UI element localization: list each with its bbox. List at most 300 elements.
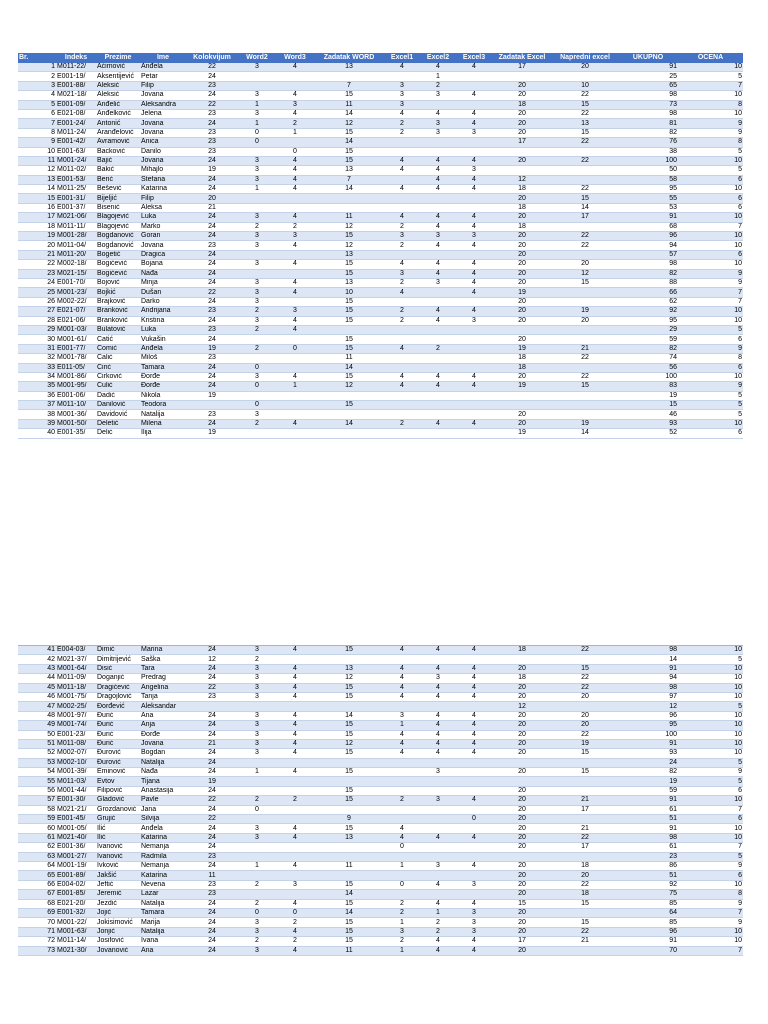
- row-number-cell: 29: [18, 325, 56, 334]
- kolokvijum-cell: 19: [186, 777, 238, 786]
- ukupno-cell: 23: [618, 852, 678, 861]
- row-number-cell: 39: [18, 419, 56, 428]
- excel2-cell: 4: [420, 880, 456, 889]
- index-cell: M011-02/: [56, 166, 96, 175]
- table-row: [18, 241, 743, 250]
- napredni-excel-cell: 20: [552, 721, 618, 730]
- index-cell: M021-40/: [56, 833, 96, 842]
- excel2-cell: [420, 203, 456, 212]
- kolokvijum-cell: 21: [186, 739, 238, 748]
- excel1-cell: [384, 147, 420, 156]
- ukupno-cell: 59: [618, 335, 678, 344]
- zadatak-word-cell: 15: [314, 401, 384, 410]
- name-cell: Minja: [140, 278, 186, 287]
- napredni-excel-cell: 20: [552, 711, 618, 720]
- kolokvijum-cell: 24: [186, 250, 238, 259]
- index-cell: E001-70/: [56, 278, 96, 287]
- zadatak-excel-cell: 17: [492, 138, 552, 147]
- surname-cell: Doganjić: [96, 674, 140, 683]
- ukupno-cell: 96: [618, 232, 678, 241]
- ukupno-cell: 91: [618, 824, 678, 833]
- table-row: [18, 768, 743, 777]
- surname-cell: Dadić: [96, 391, 140, 400]
- excel2-cell: 2: [420, 344, 456, 353]
- zadatak-word-cell: 9: [314, 815, 384, 824]
- row-number-cell: 19: [18, 232, 56, 241]
- surname-cell: Aksentijević: [96, 72, 140, 81]
- ocena-cell: 10: [678, 674, 743, 683]
- row-number-cell: 30: [18, 335, 56, 344]
- index-cell: E001-09/: [56, 100, 96, 109]
- word3-cell: [276, 194, 314, 203]
- surname-cell: Bogdanović: [96, 232, 140, 241]
- surname-cell: Berić: [96, 175, 140, 184]
- index-cell: M011-11/: [56, 222, 96, 231]
- word3-cell: 4: [276, 721, 314, 730]
- excel1-cell: 4: [384, 692, 420, 701]
- word3-cell: [276, 297, 314, 306]
- ocena-cell: 10: [678, 241, 743, 250]
- row-number-cell: 54: [18, 768, 56, 777]
- index-cell: M002-25/: [56, 702, 96, 711]
- surname-cell: Bešević: [96, 185, 140, 194]
- table-row: [18, 899, 743, 908]
- word2-cell: [238, 81, 276, 90]
- napredni-excel-cell: 21: [552, 796, 618, 805]
- ukupno-cell: 91: [618, 63, 678, 72]
- zadatak-word-cell: [314, 777, 384, 786]
- zadatak-excel-cell: 20: [492, 721, 552, 730]
- word3-cell: [276, 871, 314, 880]
- zadatak-excel-cell: [492, 72, 552, 81]
- word3-cell: [276, 363, 314, 372]
- surname-cell: Grozdanović: [96, 805, 140, 814]
- surname-cell: Đurić: [96, 711, 140, 720]
- excel3-cell: 4: [456, 372, 492, 381]
- ukupno-cell: 51: [618, 871, 678, 880]
- row-number-cell: 26: [18, 297, 56, 306]
- ocena-cell: 9: [678, 899, 743, 908]
- surname-cell: Aćimović: [96, 63, 140, 72]
- zadatak-excel-cell: 18: [492, 203, 552, 212]
- kolokvijum-cell: 23: [186, 692, 238, 701]
- excel1-cell: [384, 786, 420, 795]
- table-row: [18, 730, 743, 739]
- name-cell: Aleksandra: [140, 100, 186, 109]
- row-number-cell: 66: [18, 880, 56, 889]
- row-number-cell: 17: [18, 213, 56, 222]
- ocena-cell: 10: [678, 880, 743, 889]
- name-cell: Predrag: [140, 674, 186, 683]
- zadatak-word-cell: [314, 758, 384, 767]
- row-number-cell: 12: [18, 166, 56, 175]
- row-number-cell: 5: [18, 100, 56, 109]
- word3-cell: 4: [276, 861, 314, 870]
- name-cell: Andrijana: [140, 307, 186, 316]
- surname-cell: Danilović: [96, 401, 140, 410]
- zadatak-excel-cell: 20: [492, 260, 552, 269]
- index-cell: M001-03/: [56, 325, 96, 334]
- name-cell: Anastasija: [140, 786, 186, 795]
- ocena-cell: 9: [678, 861, 743, 870]
- kolokvijum-cell: 24: [186, 833, 238, 842]
- napredni-excel-cell: 22: [552, 109, 618, 118]
- ocena-cell: 9: [678, 278, 743, 287]
- word2-cell: [238, 203, 276, 212]
- napredni-excel-cell: [552, 946, 618, 955]
- zadatak-word-cell: [314, 702, 384, 711]
- index-cell: M021-21/: [56, 805, 96, 814]
- excel2-cell: 4: [420, 721, 456, 730]
- surname-cell: Jeftić: [96, 880, 140, 889]
- excel1-cell: 4: [384, 63, 420, 72]
- ukupno-cell: 73: [618, 100, 678, 109]
- name-cell: Jovana: [140, 91, 186, 100]
- row-number-cell: 48: [18, 711, 56, 720]
- ocena-cell: 5: [678, 147, 743, 156]
- napredni-excel-cell: 18: [552, 861, 618, 870]
- kolokvijum-cell: 24: [186, 419, 238, 428]
- name-cell: Goran: [140, 232, 186, 241]
- table-row: [18, 213, 743, 222]
- word2-cell: 2: [238, 880, 276, 889]
- excel1-cell: 4: [384, 730, 420, 739]
- word2-cell: 3: [238, 260, 276, 269]
- napredni-excel-cell: 14: [552, 429, 618, 438]
- kolokvijum-cell: 19: [186, 391, 238, 400]
- surname-cell: Evtov: [96, 777, 140, 786]
- ukupno-cell: 100: [618, 156, 678, 165]
- kolokvijum-cell: [186, 401, 238, 410]
- ukupno-cell: 75: [618, 890, 678, 899]
- table-row: [18, 721, 743, 730]
- ocena-cell: 10: [678, 730, 743, 739]
- word3-cell: 4: [276, 646, 314, 655]
- excel3-cell: [456, 890, 492, 899]
- excel1-cell: 4: [384, 213, 420, 222]
- surname-cell: Ivanović: [96, 852, 140, 861]
- table-row: [18, 81, 743, 90]
- row-number-cell: 42: [18, 655, 56, 664]
- row-number-cell: 4: [18, 91, 56, 100]
- excel1-cell: [384, 401, 420, 410]
- zadatak-excel-cell: 20: [492, 109, 552, 118]
- index-cell: M011-09/: [56, 674, 96, 683]
- excel1-cell: [384, 768, 420, 777]
- zadatak-word-cell: 14: [314, 138, 384, 147]
- word3-cell: [276, 391, 314, 400]
- ocena-cell: 10: [678, 109, 743, 118]
- table-row: [18, 109, 743, 118]
- row-number-cell: 69: [18, 908, 56, 917]
- napredni-excel-cell: 15: [552, 918, 618, 927]
- napredni-excel-cell: 22: [552, 730, 618, 739]
- ukupno-cell: 14: [618, 655, 678, 664]
- napredni-excel-cell: 21: [552, 824, 618, 833]
- row-number-cell: 49: [18, 721, 56, 730]
- zadatak-excel-cell: 17: [492, 63, 552, 72]
- zadatak-word-cell: 15: [314, 768, 384, 777]
- excel1-cell: 3: [384, 100, 420, 109]
- zadatak-word-cell: 11: [314, 354, 384, 363]
- index-cell: M011-10/: [56, 401, 96, 410]
- table-row: [18, 288, 743, 297]
- name-cell: Jovana: [140, 128, 186, 137]
- excel2-cell: [420, 138, 456, 147]
- table-row: [18, 796, 743, 805]
- ocena-cell: 10: [678, 232, 743, 241]
- word2-cell: [238, 702, 276, 711]
- ukupno-cell: 61: [618, 805, 678, 814]
- word3-cell: 4: [276, 372, 314, 381]
- index-cell: E021-07/: [56, 307, 96, 316]
- word3-cell: 4: [276, 899, 314, 908]
- excel2-cell: 4: [420, 185, 456, 194]
- row-number-cell: 64: [18, 861, 56, 870]
- index-cell: E021-20/: [56, 899, 96, 908]
- word2-cell: 3: [238, 711, 276, 720]
- word3-cell: 4: [276, 768, 314, 777]
- table-row: [18, 833, 743, 842]
- word2-cell: 2: [238, 222, 276, 231]
- kolokvijum-cell: 24: [186, 918, 238, 927]
- napredni-excel-cell: [552, 655, 618, 664]
- napredni-excel-cell: 19: [552, 419, 618, 428]
- excel1-cell: [384, 890, 420, 899]
- word3-cell: 4: [276, 749, 314, 758]
- zadatak-excel-cell: [492, 391, 552, 400]
- row-number-cell: 32: [18, 354, 56, 363]
- kolokvijum-cell: 24: [186, 805, 238, 814]
- surname-cell: Aranđelović: [96, 128, 140, 137]
- ocena-cell: 5: [678, 72, 743, 81]
- zadatak-excel-cell: 19: [492, 382, 552, 391]
- row-number-cell: 59: [18, 815, 56, 824]
- word2-cell: 0: [238, 805, 276, 814]
- surname-cell: Ivanović: [96, 843, 140, 852]
- excel1-cell: [384, 194, 420, 203]
- surname-cell: Backović: [96, 147, 140, 156]
- excel2-cell: 4: [420, 175, 456, 184]
- excel2-cell: 4: [420, 269, 456, 278]
- kolokvijum-cell: 24: [186, 269, 238, 278]
- surname-cell: Davidović: [96, 410, 140, 419]
- surname-cell: Bojkić: [96, 288, 140, 297]
- napredni-excel-cell: 15: [552, 749, 618, 758]
- zadatak-word-cell: 15: [314, 721, 384, 730]
- surname-cell: Čalić: [96, 354, 140, 363]
- ocena-cell: 10: [678, 307, 743, 316]
- excel3-cell: 4: [456, 109, 492, 118]
- excel3-cell: 4: [456, 646, 492, 655]
- excel3-cell: [456, 768, 492, 777]
- excel2-cell: 3: [420, 674, 456, 683]
- excel1-cell: 4: [384, 664, 420, 673]
- name-cell: Katarina: [140, 185, 186, 194]
- zadatak-excel-cell: 19: [492, 344, 552, 353]
- zadatak-excel-cell: [492, 325, 552, 334]
- excel1-cell: [384, 325, 420, 334]
- word3-cell: 4: [276, 739, 314, 748]
- index-cell: M011-20/: [56, 250, 96, 259]
- excel1-cell: 4: [384, 109, 420, 118]
- ocena-cell: 10: [678, 646, 743, 655]
- surname-cell: Đorđević: [96, 702, 140, 711]
- kolokvijum-cell: 22: [186, 100, 238, 109]
- ukupno-cell: 98: [618, 91, 678, 100]
- excel3-cell: 4: [456, 721, 492, 730]
- word3-cell: [276, 815, 314, 824]
- napredni-excel-cell: [552, 702, 618, 711]
- excel2-cell: 1: [420, 72, 456, 81]
- zadatak-word-cell: 15: [314, 147, 384, 156]
- excel3-cell: 4: [456, 91, 492, 100]
- napredni-excel-cell: [552, 363, 618, 372]
- kolokvijum-cell: 23: [186, 852, 238, 861]
- ocena-cell: 8: [678, 354, 743, 363]
- surname-cell: Dimitrijević: [96, 655, 140, 664]
- excel3-cell: [456, 702, 492, 711]
- zadatak-excel-cell: 20: [492, 824, 552, 833]
- zadatak-word-cell: 13: [314, 833, 384, 842]
- kolokvijum-cell: 23: [186, 307, 238, 316]
- napredni-excel-cell: 22: [552, 156, 618, 165]
- excel2-cell: [420, 325, 456, 334]
- index-cell: M011-14/: [56, 937, 96, 946]
- kolokvijum-cell: 22: [186, 815, 238, 824]
- ukupno-cell: 92: [618, 880, 678, 889]
- napredni-excel-cell: 20: [552, 63, 618, 72]
- table-row: [18, 908, 743, 917]
- name-cell: Kristina: [140, 316, 186, 325]
- zadatak-word-cell: 15: [314, 316, 384, 325]
- table-body: [18, 63, 743, 439]
- zadatak-excel-cell: 19: [492, 429, 552, 438]
- word2-cell: 3: [238, 927, 276, 936]
- word2-cell: [238, 758, 276, 767]
- index-cell: M001-19/: [56, 861, 96, 870]
- surname-cell: Deletić: [96, 419, 140, 428]
- ocena-cell: 10: [678, 749, 743, 758]
- zadatak-excel-cell: 20: [492, 119, 552, 128]
- zadatak-word-cell: 14: [314, 185, 384, 194]
- index-cell: E001-77/: [56, 344, 96, 353]
- excel3-cell: 4: [456, 730, 492, 739]
- name-cell: Katarina: [140, 833, 186, 842]
- word2-cell: [238, 250, 276, 259]
- ocena-cell: 5: [678, 401, 743, 410]
- name-cell: Jovana: [140, 739, 186, 748]
- zadatak-word-cell: [314, 194, 384, 203]
- table-row: [18, 222, 743, 231]
- napredni-excel-cell: 22: [552, 880, 618, 889]
- zadatak-word-cell: 15: [314, 344, 384, 353]
- zadatak-word-cell: 15: [314, 269, 384, 278]
- row-number-cell: 37: [18, 401, 56, 410]
- row-number-cell: 45: [18, 683, 56, 692]
- excel3-cell: [456, 391, 492, 400]
- excel2-cell: [420, 297, 456, 306]
- kolokvijum-cell: 24: [186, 786, 238, 795]
- ukupno-cell: 91: [618, 213, 678, 222]
- ocena-cell: 9: [678, 768, 743, 777]
- zadatak-excel-cell: 20: [492, 372, 552, 381]
- word3-cell: 4: [276, 175, 314, 184]
- kolokvijum-cell: 24: [186, 861, 238, 870]
- word2-cell: [238, 147, 276, 156]
- name-cell: Angelina: [140, 683, 186, 692]
- ukupno-cell: 59: [618, 786, 678, 795]
- index-cell: E001-85/: [56, 890, 96, 899]
- excel2-cell: 3: [420, 128, 456, 137]
- napredni-excel-cell: 10: [552, 81, 618, 90]
- name-cell: Darko: [140, 297, 186, 306]
- zadatak-word-cell: [314, 805, 384, 814]
- name-cell: Katarina: [140, 871, 186, 880]
- excel2-cell: 2: [420, 927, 456, 936]
- zadatak-excel-cell: [492, 166, 552, 175]
- index-cell: M002-10/: [56, 758, 96, 767]
- ukupno-cell: 91: [618, 796, 678, 805]
- word2-cell: 3: [238, 109, 276, 118]
- napredni-excel-cell: 15: [552, 278, 618, 287]
- word2-cell: 3: [238, 674, 276, 683]
- ukupno-cell: 92: [618, 307, 678, 316]
- row-number-cell: 18: [18, 222, 56, 231]
- table-row: [18, 739, 743, 748]
- surname-cell: Josifović: [96, 937, 140, 946]
- name-cell: Anja: [140, 721, 186, 730]
- napredni-excel-cell: [552, 72, 618, 81]
- kolokvijum-cell: 22: [186, 288, 238, 297]
- zadatak-word-cell: [314, 655, 384, 664]
- word2-cell: 3: [238, 166, 276, 175]
- zadatak-word-cell: 12: [314, 739, 384, 748]
- grades-table-page-2: [18, 645, 743, 956]
- surname-cell: Đurić: [96, 721, 140, 730]
- index-cell: M002-18/: [56, 260, 96, 269]
- zadatak-excel-cell: 20: [492, 786, 552, 795]
- word2-cell: [238, 871, 276, 880]
- zadatak-excel-cell: 20: [492, 749, 552, 758]
- excel3-cell: [456, 777, 492, 786]
- name-cell: Jovana: [140, 156, 186, 165]
- excel3-cell: [456, 297, 492, 306]
- zadatak-excel-cell: 20: [492, 278, 552, 287]
- excel2-cell: 3: [420, 796, 456, 805]
- ocena-cell: 6: [678, 786, 743, 795]
- surname-cell: Jonjić: [96, 927, 140, 936]
- excel1-cell: 1: [384, 918, 420, 927]
- kolokvijum-cell: 11: [186, 871, 238, 880]
- table-row: [18, 880, 743, 889]
- row-number-cell: 33: [18, 363, 56, 372]
- header-row: [18, 53, 743, 63]
- zadatak-excel-cell: 20: [492, 307, 552, 316]
- excel3-cell: 4: [456, 241, 492, 250]
- name-cell: Filip: [140, 194, 186, 203]
- zadatak-word-cell: 14: [314, 419, 384, 428]
- excel2-cell: 3: [420, 768, 456, 777]
- word2-cell: 3: [238, 278, 276, 287]
- name-cell: Natalija: [140, 758, 186, 767]
- napredni-excel-cell: [552, 335, 618, 344]
- ukupno-cell: 98: [618, 683, 678, 692]
- zadatak-excel-cell: 20: [492, 91, 552, 100]
- zadatak-word-cell: 11: [314, 213, 384, 222]
- excel3-cell: 3: [456, 880, 492, 889]
- napredni-excel-cell: 22: [552, 927, 618, 936]
